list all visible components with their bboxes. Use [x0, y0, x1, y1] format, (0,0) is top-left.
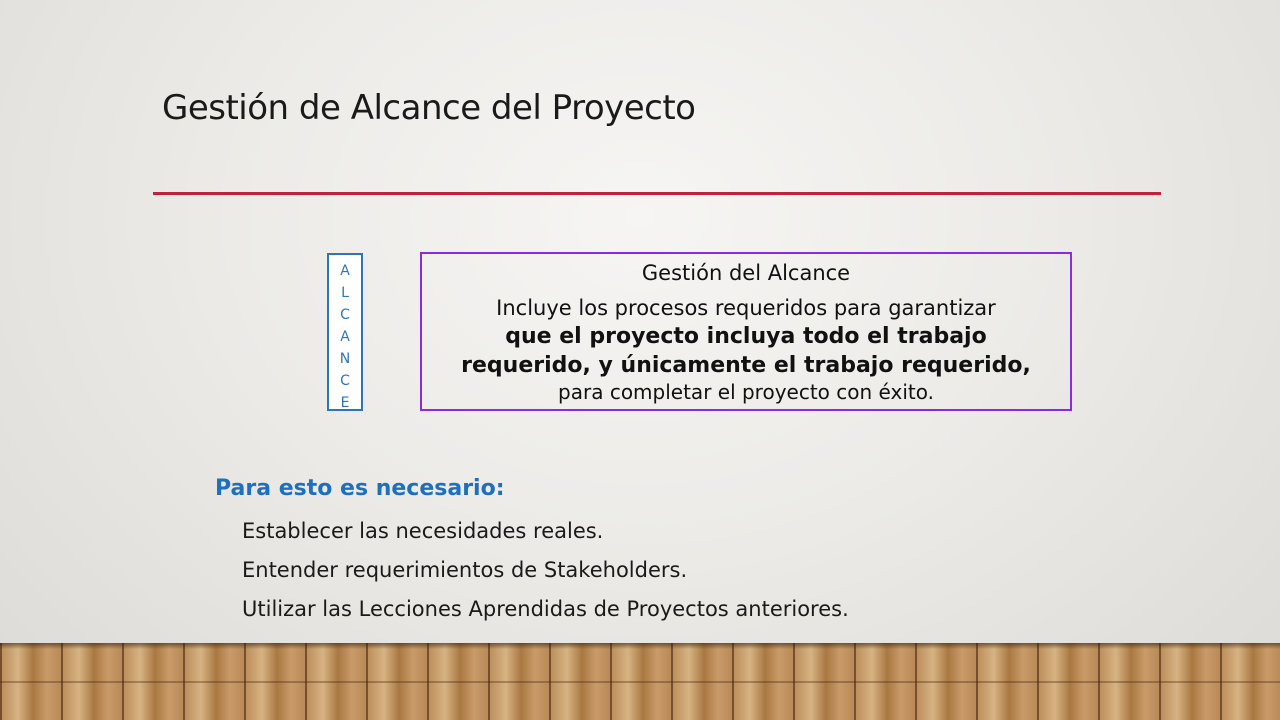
list-item: Utilizar las Lecciones Aprendidas de Proyectos anteriores.	[242, 597, 849, 621]
requirements-heading: Para esto es necesario:	[215, 476, 505, 501]
list-item: Establecer las necesidades reales.	[242, 519, 604, 543]
requirements-list	[242, 512, 849, 629]
definition-text	[422, 294, 1070, 404]
definition-line-3: requerido, y únicamente el trabajo requerido,	[461, 353, 1031, 378]
vertical-letter: N	[339, 351, 351, 367]
wood-floor	[0, 643, 1280, 720]
vertical-letter: L	[341, 285, 349, 301]
vertical-letter: C	[340, 373, 350, 389]
vertical-letter: A	[340, 263, 350, 279]
vertical-letter: C	[340, 307, 350, 323]
definition-line-4: para completar el proyecto con éxito.	[558, 380, 934, 404]
definition-line-1: Incluye los procesos requeridos para garantizar	[496, 296, 996, 320]
list-item: Entender requerimientos de Stakeholders.	[242, 558, 688, 582]
vertical-letter: E	[340, 395, 350, 411]
definition-box	[420, 252, 1072, 411]
definition-line-2: que el proyecto incluya todo el trabajo	[505, 324, 987, 349]
floor-shadow	[0, 643, 1280, 649]
title-divider	[153, 192, 1161, 195]
floor-seam	[0, 681, 1280, 683]
definition-title: Gestión del Alcance	[641, 261, 851, 285]
slide-title: Gestión de Alcance del Proyecto	[162, 88, 696, 128]
alcance-vertical-label	[327, 253, 363, 411]
vertical-letter: A	[340, 329, 350, 345]
